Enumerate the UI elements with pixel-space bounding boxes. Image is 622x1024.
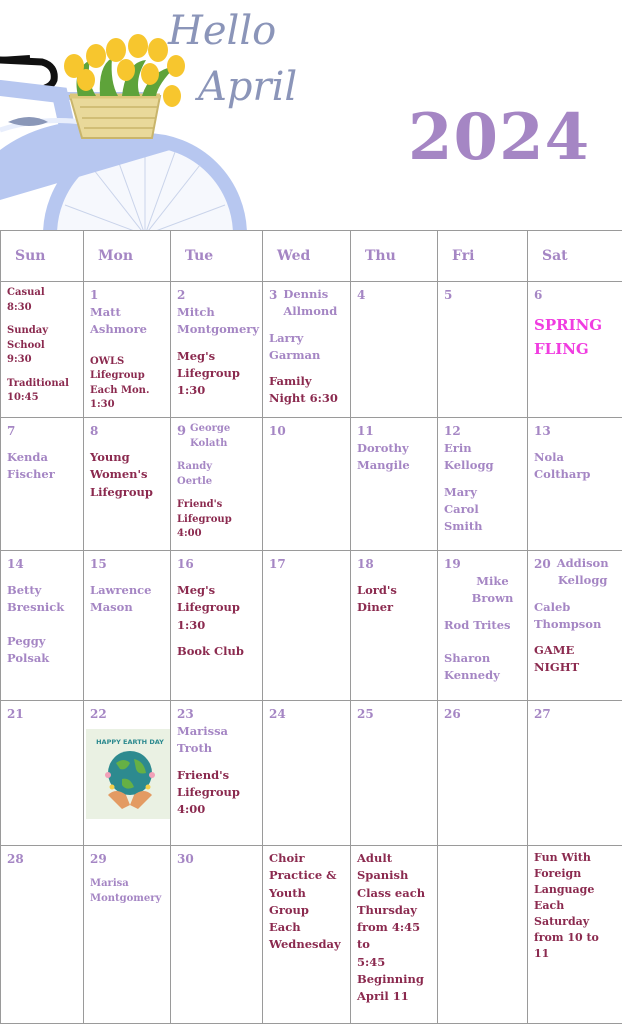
week-row-5 <box>1 846 622 1024</box>
day-cell <box>84 551 171 701</box>
earth-globe-icon <box>86 729 171 819</box>
day-number: 24 <box>269 707 286 721</box>
day-cell <box>528 551 622 701</box>
day-number: 6 <box>534 288 543 302</box>
day-cell <box>263 701 351 846</box>
birthday-name: Marissa Troth <box>177 724 229 756</box>
day-cell <box>351 418 438 551</box>
week-row-3 <box>1 551 622 701</box>
day-number: 22 <box>90 707 107 721</box>
week-row-1 <box>1 282 622 418</box>
birthday-name: Randy Oertle <box>177 461 213 487</box>
event-text: Book Club <box>177 643 244 658</box>
weekday-mon: Mon <box>84 231 171 282</box>
day-cell <box>351 701 438 846</box>
weekday-fri: Fri <box>438 231 528 282</box>
day-cell <box>438 282 528 418</box>
day-number: 10 <box>269 424 286 438</box>
day-number: 11 <box>357 424 374 438</box>
day-number: 28 <box>7 852 24 866</box>
event-text: Choir Practice & Youth Group Each Wednesday <box>269 851 341 952</box>
birthday-name: Dorothy Mangile <box>357 441 410 473</box>
day-number: 15 <box>90 557 107 571</box>
birthday-name: Sharon Kennedy <box>444 650 500 682</box>
day-number: 14 <box>7 557 24 571</box>
weekday-header-row <box>1 231 622 282</box>
day-cell <box>528 418 622 551</box>
earth-day-label: HAPPY EARTH DAY <box>96 738 164 746</box>
day-cell <box>171 551 263 701</box>
header <box>0 0 622 230</box>
day-cell <box>1 418 84 551</box>
day-cell <box>1 551 84 701</box>
birthday-name: Erin Kellogg <box>444 441 494 473</box>
birthday-name: George Kolath <box>190 423 231 449</box>
week-row-4 <box>1 701 622 846</box>
day-number: 8 <box>90 424 99 438</box>
birthday-name: Caleb Thompson <box>534 599 602 631</box>
event-text: Meg's Lifegroup 1:30 <box>177 348 240 397</box>
year-title: 2024 <box>408 100 591 175</box>
birthday-name: Marisa Montgomery <box>90 878 162 904</box>
day-cell <box>84 418 171 551</box>
day-cell <box>263 551 351 701</box>
day-number: 21 <box>7 707 24 721</box>
day-number: 1 <box>90 288 99 302</box>
day-cell <box>351 551 438 701</box>
day-cell <box>263 846 351 1024</box>
event-text: Young Women's Lifegroup <box>90 450 153 499</box>
event-text: Friend's Lifegroup 4:00 <box>177 499 232 539</box>
service-casual: Casual 8:30 <box>7 287 45 313</box>
day-number: 4 <box>357 288 366 302</box>
day-cell <box>351 846 438 1024</box>
day-cell <box>171 418 263 551</box>
day-number: 18 <box>357 557 374 571</box>
day-cell <box>84 846 171 1024</box>
earth-day-image <box>86 729 171 819</box>
birthday-name: Mitch Montgomery <box>177 305 260 337</box>
day-number: 3 <box>269 288 278 302</box>
day-number: 23 <box>177 707 194 721</box>
event-text: Meg's Lifegroup 1:30 <box>177 583 240 632</box>
day-number: 9 <box>177 424 187 439</box>
birthday-name: Betty Bresnick <box>7 583 65 615</box>
event-text: Lord's Diner <box>357 583 397 615</box>
day-number: 30 <box>177 852 194 866</box>
birthday-name: Larry Garman <box>269 330 321 362</box>
weekday-wed: Wed <box>263 231 351 282</box>
day-cell <box>1 701 84 846</box>
day-number: 17 <box>269 557 286 571</box>
day-number: 12 <box>444 424 461 438</box>
service-traditional: Traditional 10:45 <box>7 377 69 403</box>
day-number: 29 <box>90 852 107 866</box>
day-cell <box>84 282 171 418</box>
day-cell <box>263 418 351 551</box>
day-cell <box>171 701 263 846</box>
day-number: 19 <box>444 557 461 571</box>
birthday-name: Matt Ashmore <box>90 305 147 337</box>
birthday-name: Mary Carol Smith <box>444 484 483 533</box>
birthday-name: Lawrence Mason <box>90 583 152 615</box>
day-number: 13 <box>534 424 551 438</box>
day-cell <box>438 701 528 846</box>
event-text: Fun With Foreign Language Each Saturday from 10 to 11 <box>534 851 599 960</box>
day-cell <box>351 282 438 418</box>
day-cell <box>171 282 263 418</box>
event-text: OWLS Lifegroup Each Mon. 1:30 <box>90 355 150 410</box>
service-sunday-school: Sunday School 9:30 <box>7 325 49 365</box>
day-cell <box>84 701 171 846</box>
day-cell <box>438 846 528 1024</box>
day-number: 16 <box>177 557 194 571</box>
day-cell <box>438 551 528 701</box>
week-row-2 <box>1 418 622 551</box>
day-number: 2 <box>177 288 186 302</box>
birthday-name: Addison Kellogg <box>556 556 609 588</box>
day-cell <box>528 846 622 1024</box>
day-cell <box>171 846 263 1024</box>
april-calendar-grid <box>0 230 622 1024</box>
birthday-name: Nola Coltharp <box>534 450 591 482</box>
svg-text:Hello: Hello <box>168 8 277 54</box>
day-cell <box>1 282 84 418</box>
spring-fling-event: SPRING FLING <box>534 316 603 358</box>
day-cell <box>1 846 84 1024</box>
weekday-sun: Sun <box>1 231 84 282</box>
day-number: 26 <box>444 707 461 721</box>
day-number: 20 <box>534 557 551 571</box>
day-cell <box>438 418 528 551</box>
day-number: 27 <box>534 707 551 721</box>
birthday-name: Dennis Allmond <box>283 287 338 319</box>
game-night-event: GAME NIGHT <box>534 643 580 675</box>
event-text: Friend's Lifegroup 4:00 <box>177 767 240 816</box>
weekday-thu: Thu <box>351 231 438 282</box>
svg-text:April: April <box>198 64 298 110</box>
birthday-name: Rod Trites <box>444 617 511 632</box>
weekday-tue: Tue <box>171 231 263 282</box>
day-number: 7 <box>7 424 16 438</box>
event-text: Family Night 6:30 <box>269 374 338 406</box>
birthday-name: Peggy Polsak <box>7 633 50 665</box>
birthday-name: Mike Brown <box>471 574 514 606</box>
birthday-name: Kenda Fischer <box>7 450 55 482</box>
hello-april-lettering <box>164 2 314 112</box>
weekday-sat: Sat <box>528 231 622 282</box>
day-cell <box>263 282 351 418</box>
event-text: Adult Spanish Class each Thursday from 4:45 to 5:45 Beginning April 11 <box>357 851 426 1003</box>
day-cell <box>528 701 622 846</box>
day-number: 25 <box>357 707 374 721</box>
day-cell <box>528 282 622 418</box>
day-number: 5 <box>444 288 453 302</box>
